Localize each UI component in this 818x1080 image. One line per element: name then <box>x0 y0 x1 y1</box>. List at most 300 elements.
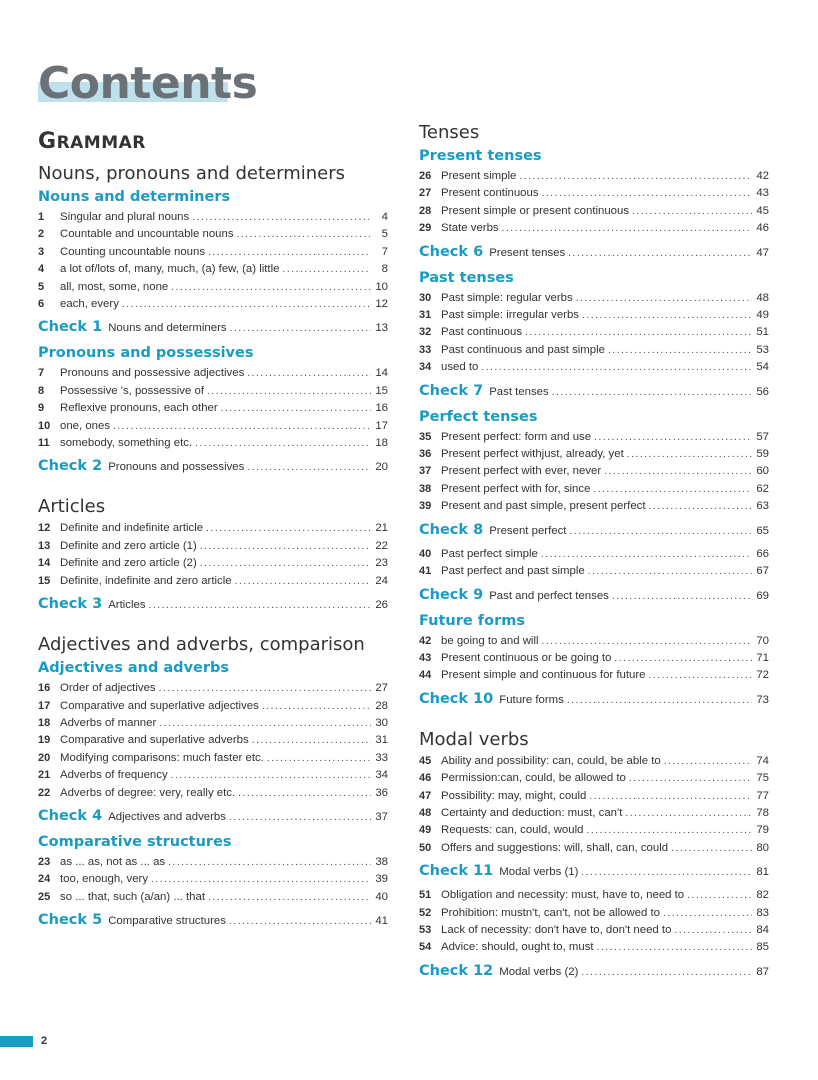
check-entry <box>419 242 769 264</box>
toc-entry[interactable] <box>38 715 388 732</box>
entry-page-number: 57 <box>756 430 769 443</box>
toc-entry[interactable] <box>419 805 769 822</box>
entry-page-number: 78 <box>756 806 769 819</box>
toc-entry[interactable] <box>419 939 769 956</box>
entry-title: Prohibition: mustn't, can't, not be allowed to <box>441 906 660 919</box>
entry-title: Definite, indefinite and zero article <box>60 574 232 587</box>
dot-leader <box>208 244 371 261</box>
toc-entry[interactable] <box>419 359 769 376</box>
entry-number: 43 <box>419 651 432 664</box>
dot-leader <box>542 185 752 202</box>
entry-title: Past continuous and past simple <box>441 343 605 356</box>
check-row[interactable] <box>419 242 769 264</box>
entry-title: Permission:can, could, be allowed to <box>441 772 626 785</box>
entry-number: 39 <box>419 500 432 513</box>
entry-title: Present and past simple, present perfect <box>441 500 646 513</box>
dot-leader <box>168 854 371 871</box>
dot-leader <box>586 822 752 839</box>
dot-leader <box>221 400 371 417</box>
contents-right-column <box>419 124 769 987</box>
dot-leader <box>542 633 752 650</box>
check-page-number: 56 <box>756 385 769 398</box>
dot-leader <box>159 715 371 732</box>
dot-leader <box>589 788 752 805</box>
entry-title: Present perfect with for, since <box>441 482 591 495</box>
entry-number: 25 <box>38 890 51 903</box>
toc-entry[interactable] <box>419 429 769 446</box>
dot-leader <box>612 587 752 607</box>
dot-leader <box>230 319 371 339</box>
grammar-heading-initial: G <box>38 129 57 154</box>
entry-page-number: 70 <box>756 634 769 647</box>
entry-number: 45 <box>419 754 432 767</box>
entry-title: used to <box>441 361 479 374</box>
dot-leader <box>581 863 752 883</box>
dot-leader <box>568 244 752 264</box>
entry-page-number: 18 <box>375 437 388 450</box>
subsection-title: Nouns and determiners <box>38 189 231 205</box>
entry-title: Present continuous or be going to <box>441 651 612 664</box>
entry-number: 47 <box>419 789 432 802</box>
toc-list <box>419 633 769 685</box>
toc-entry[interactable] <box>38 279 388 296</box>
dot-leader <box>608 342 752 359</box>
check-page-number: 13 <box>375 322 388 335</box>
entry-page-number: 43 <box>756 187 769 200</box>
toc-entry[interactable] <box>419 481 769 498</box>
entry-title: all, most, some, none <box>60 280 169 293</box>
dot-leader <box>171 279 371 296</box>
entry-page-number: 34 <box>375 769 388 782</box>
dot-leader <box>238 785 371 802</box>
check-label: Check 2 <box>38 458 103 475</box>
check-row[interactable] <box>38 456 388 478</box>
entry-page-number: 12 <box>375 298 388 311</box>
check-label: Check 5 <box>38 912 103 929</box>
entry-page-number: 74 <box>756 754 769 767</box>
footer-accent-bar <box>0 1036 33 1047</box>
entry-number: 20 <box>38 751 51 764</box>
check-row[interactable] <box>38 910 388 932</box>
toc-entry[interactable] <box>38 435 388 452</box>
toc-list <box>419 887 769 957</box>
entry-page-number: 63 <box>756 500 769 513</box>
check-page-number: 47 <box>756 246 769 259</box>
check-label: Check 10 <box>419 690 494 707</box>
entry-title: Obligation and necessity: must, have to, need to <box>441 889 685 902</box>
toc-entry[interactable] <box>38 520 388 537</box>
toc-entry[interactable] <box>419 168 769 185</box>
dot-leader <box>200 555 371 572</box>
toc-entry[interactable] <box>38 555 388 572</box>
toc-entry[interactable] <box>38 871 388 888</box>
entry-number: 13 <box>38 539 51 552</box>
toc-entry[interactable] <box>38 889 388 906</box>
dot-leader <box>632 203 752 220</box>
unit-title-articles: Articles <box>38 496 106 518</box>
toc-entry[interactable] <box>38 732 388 749</box>
entry-number: 31 <box>419 309 432 322</box>
entry-number: 48 <box>419 806 432 819</box>
dot-leader <box>629 770 752 787</box>
entry-title: Past simple: irregular verbs <box>441 309 580 322</box>
entry-page-number: 28 <box>375 699 388 712</box>
entry-title: Past continuous <box>441 326 523 339</box>
entry-page-number: 80 <box>756 841 769 854</box>
entry-page-number: 46 <box>756 222 769 235</box>
dot-leader <box>149 596 371 616</box>
entry-number: 46 <box>419 772 432 785</box>
check-label: Check 6 <box>419 243 484 260</box>
grammar-heading <box>38 128 388 157</box>
check-title: Pronouns and possessives <box>108 461 245 474</box>
toc-entry[interactable] <box>38 698 388 715</box>
check-entry <box>38 594 388 616</box>
check-entry <box>419 585 769 607</box>
entry-number: 44 <box>419 669 432 682</box>
entry-page-number: 27 <box>375 682 388 695</box>
entry-page-number: 21 <box>375 522 388 535</box>
toc-list <box>38 365 388 452</box>
check-page-number: 81 <box>756 866 769 879</box>
entry-number: 51 <box>419 889 432 902</box>
entry-page-number: 40 <box>375 890 388 903</box>
entry-number: 52 <box>419 906 432 919</box>
check-row[interactable] <box>419 689 769 711</box>
check-row[interactable] <box>419 961 769 983</box>
subsection-title: Future forms <box>419 612 525 629</box>
entry-title: Possessive 's, possessive of <box>60 384 204 397</box>
toc-entry[interactable] <box>38 785 388 802</box>
entry-title: Singular and plural nouns <box>60 211 190 223</box>
entry-number: 53 <box>419 923 432 936</box>
entry-page-number: 38 <box>375 855 388 868</box>
dot-leader <box>113 418 371 435</box>
check-row[interactable] <box>419 381 769 403</box>
toc-entry[interactable] <box>419 788 769 805</box>
entry-number: 28 <box>419 204 432 217</box>
dot-leader <box>588 563 752 580</box>
entry-title: Comparative and superlative adverbs <box>60 734 249 747</box>
toc-entry[interactable] <box>38 538 388 555</box>
toc-entry[interactable] <box>419 203 769 220</box>
page-title-block <box>38 60 257 108</box>
dot-leader <box>627 446 752 463</box>
entry-number: 15 <box>38 574 51 587</box>
dot-leader <box>192 209 371 226</box>
dot-leader <box>614 650 752 667</box>
subsection-title: Pronouns and possessives <box>38 345 254 362</box>
entry-page-number: 77 <box>756 789 769 802</box>
entry-title: Present perfect: form and use <box>441 430 592 443</box>
entry-number: 21 <box>38 769 51 782</box>
toc-entry[interactable] <box>419 822 769 839</box>
entry-number: 34 <box>419 361 432 374</box>
entry-title: Possibility: may, might, could <box>441 789 587 802</box>
entry-page-number: 42 <box>756 170 769 182</box>
toc-entry[interactable] <box>38 680 388 697</box>
check-label: Check 8 <box>419 521 484 538</box>
toc-entry[interactable] <box>38 418 388 435</box>
dot-leader <box>541 546 752 563</box>
entry-number: 30 <box>419 291 432 304</box>
check-label: Check 1 <box>38 319 103 336</box>
entry-number: 24 <box>38 873 51 886</box>
entry-title: Certainty and deduction: must, can't <box>441 806 623 819</box>
check-label: Check 3 <box>38 596 103 613</box>
dot-leader <box>581 963 752 983</box>
unit-title-nouns: Nouns, pronouns and determiners <box>38 163 345 184</box>
toc-entry[interactable] <box>419 650 769 667</box>
dot-leader <box>552 383 752 403</box>
check-row[interactable] <box>419 861 769 883</box>
dot-leader <box>649 498 752 515</box>
entry-number: 42 <box>419 634 432 647</box>
toc-entry[interactable] <box>38 400 388 417</box>
entry-page-number: 22 <box>375 539 388 552</box>
check-title: Past tenses <box>489 385 549 398</box>
check-label: Check 11 <box>419 863 494 880</box>
entry-page-number: 17 <box>375 419 388 432</box>
entry-page-number: 75 <box>756 772 769 785</box>
toc-entry[interactable] <box>419 563 769 580</box>
entry-page-number: 59 <box>756 448 769 461</box>
entry-title: be going to and will <box>441 634 539 647</box>
dot-leader <box>235 573 371 590</box>
check-row[interactable] <box>38 317 388 339</box>
entry-title: Adverbs of frequency <box>60 769 168 782</box>
dot-leader <box>171 767 371 784</box>
check-title: Nouns and determiners <box>108 322 227 335</box>
entry-number: 4 <box>38 263 45 276</box>
grammar-heading-rest: RAMMAR <box>56 133 146 153</box>
entry-title: as ... as, not as ... as <box>60 855 166 868</box>
toc-entry[interactable] <box>38 383 388 400</box>
toc-entry[interactable] <box>38 854 388 871</box>
toc-list <box>38 854 388 906</box>
check-entry <box>38 456 388 478</box>
toc-entry[interactable] <box>419 463 769 480</box>
check-title: Adjectives and adverbs <box>108 810 226 823</box>
entry-page-number: 14 <box>375 367 388 380</box>
entry-title: too, enough, very <box>60 873 149 886</box>
dot-leader <box>582 307 752 324</box>
dot-leader <box>663 905 752 922</box>
entry-page-number: 53 <box>756 343 769 356</box>
check-row[interactable] <box>38 594 388 616</box>
subsection-title: Adjectives and adverbs <box>38 660 230 677</box>
toc-entry[interactable] <box>419 446 769 463</box>
entry-title: Modifying comparisons: much faster etc. <box>60 751 264 764</box>
entry-page-number: 66 <box>756 547 769 560</box>
toc-list <box>38 520 388 590</box>
toc-entry[interactable] <box>38 365 388 382</box>
entry-page-number: 72 <box>756 669 769 682</box>
entry-page-number: 4 <box>381 211 388 223</box>
entry-title: Past simple: regular verbs <box>441 291 573 304</box>
check-entry <box>419 381 769 403</box>
check-row[interactable] <box>419 520 769 542</box>
check-label: Check 4 <box>38 807 103 824</box>
toc-entry[interactable] <box>419 290 769 307</box>
entry-title: Comparative and superlative adjectives <box>60 699 259 712</box>
entry-page-number: 62 <box>756 482 769 495</box>
entry-number: 27 <box>419 187 432 200</box>
dot-leader <box>229 912 371 932</box>
check-page-number: 65 <box>756 524 769 537</box>
entry-title: State verbs <box>441 222 499 235</box>
check-title: Present perfect <box>489 524 567 537</box>
check-entry <box>419 520 769 542</box>
toc-entry[interactable] <box>419 887 769 904</box>
entry-page-number: 33 <box>375 751 388 764</box>
check-title: Modal verbs (2) <box>499 965 579 978</box>
contents-left-column <box>38 124 388 936</box>
entry-page-number: 79 <box>756 824 769 837</box>
entry-title: Definite and zero article (1) <box>60 539 197 552</box>
unit-title-adjectives: Adjectives and adverbs, comparison <box>38 634 365 656</box>
entry-number: 54 <box>419 941 432 954</box>
entry-page-number: 54 <box>756 361 769 374</box>
check-title: Future forms <box>499 693 564 706</box>
entry-number: 7 <box>38 367 45 380</box>
toc-entry[interactable] <box>38 226 388 243</box>
check-page-number: 26 <box>375 599 388 612</box>
check-title: Articles <box>108 599 146 612</box>
toc-entry[interactable] <box>419 324 769 341</box>
entry-page-number: 51 <box>756 326 769 339</box>
entry-title: Order of adjectives <box>60 682 156 695</box>
entry-page-number: 48 <box>756 291 769 304</box>
dot-leader <box>625 805 752 822</box>
entry-number: 18 <box>38 716 51 729</box>
entry-title: Counting uncountable nouns <box>60 245 206 258</box>
entry-page-number: 82 <box>756 889 769 902</box>
check-row[interactable] <box>38 806 388 828</box>
subsection-title: Comparative structures <box>38 833 232 850</box>
toc-entry[interactable] <box>419 770 769 787</box>
check-label: Check 9 <box>419 586 484 603</box>
dot-leader <box>597 939 752 956</box>
toc-entry[interactable] <box>419 185 769 202</box>
dot-leader <box>200 538 371 555</box>
entry-title: somebody, something etc. <box>60 437 193 450</box>
entry-page-number: 24 <box>375 574 388 587</box>
entry-number: 2 <box>38 228 45 241</box>
toc-entry[interactable] <box>419 922 769 939</box>
toc-entry[interactable] <box>38 767 388 784</box>
page-title: Contents <box>38 58 258 109</box>
entry-number: 17 <box>38 699 51 712</box>
dot-leader <box>262 698 371 715</box>
dot-leader <box>664 753 752 770</box>
entry-page-number: 45 <box>756 204 769 217</box>
check-row[interactable] <box>419 585 769 607</box>
entry-number: 1 <box>38 211 45 223</box>
check-page-number: 20 <box>375 461 388 474</box>
toc-entry[interactable] <box>419 667 769 684</box>
toc-entry[interactable] <box>419 633 769 650</box>
dot-leader <box>593 481 752 498</box>
entry-number: 26 <box>419 170 432 182</box>
entry-number: 23 <box>38 855 51 868</box>
entry-title: Definite and indefinite article <box>60 522 204 535</box>
check-entry <box>38 910 388 932</box>
toc-list <box>419 290 769 377</box>
unit-title-tenses: Tenses <box>419 122 480 143</box>
check-entry <box>419 689 769 711</box>
entry-page-number: 5 <box>381 228 388 241</box>
toc-entry[interactable] <box>419 342 769 359</box>
toc-entry[interactable] <box>38 209 388 226</box>
toc-entry[interactable] <box>419 307 769 324</box>
entry-number: 16 <box>38 682 51 695</box>
toc-entry[interactable] <box>419 498 769 515</box>
toc-list <box>419 429 769 516</box>
toc-entry[interactable] <box>38 261 388 278</box>
toc-entry[interactable] <box>419 905 769 922</box>
entry-page-number: 39 <box>375 873 388 886</box>
entry-page-number: 71 <box>756 651 769 664</box>
entry-title: Definite and zero article (2) <box>60 557 197 570</box>
check-label: Check 7 <box>419 382 484 399</box>
entry-title: one, ones <box>60 419 111 432</box>
check-page-number: 87 <box>756 965 769 978</box>
dot-leader <box>674 922 752 939</box>
toc-entry[interactable] <box>38 296 388 313</box>
entry-title: Ability and possibility: can, could, be able to <box>441 754 661 767</box>
toc-entry[interactable] <box>419 546 769 563</box>
toc-entry[interactable] <box>419 753 769 770</box>
toc-list <box>419 546 769 581</box>
dot-leader <box>247 458 371 478</box>
entry-title: Present perfect withjust, already, yet <box>441 448 624 461</box>
dot-leader <box>569 522 752 542</box>
entry-title: so ... that, such (a/an) ... that <box>60 890 205 903</box>
entry-number: 50 <box>419 841 432 854</box>
toc-entry[interactable] <box>419 220 769 237</box>
dot-leader <box>237 226 371 243</box>
entry-page-number: 49 <box>756 309 769 322</box>
entry-number: 32 <box>419 326 432 339</box>
entry-title: Present simple and continuous for future <box>441 669 646 682</box>
dot-leader <box>151 871 371 888</box>
check-entry <box>419 961 769 983</box>
entry-page-number: 31 <box>375 734 388 747</box>
entry-title: Present simple <box>441 170 517 182</box>
entry-number: 14 <box>38 557 51 570</box>
dot-leader <box>519 168 752 185</box>
toc-entry[interactable] <box>38 750 388 767</box>
entry-number: 29 <box>419 222 432 235</box>
entry-title: Advice: should, ought to, must <box>441 941 594 954</box>
check-page-number: 69 <box>756 589 769 602</box>
toc-entry[interactable] <box>419 840 769 857</box>
entry-page-number: 83 <box>756 906 769 919</box>
entry-page-number: 16 <box>375 402 388 415</box>
dot-leader <box>649 667 752 684</box>
entry-number: 9 <box>38 402 45 415</box>
entry-page-number: 84 <box>756 923 769 936</box>
check-title: Present tenses <box>489 246 566 259</box>
toc-entry[interactable] <box>38 573 388 590</box>
entry-number: 41 <box>419 565 432 578</box>
check-entry <box>38 317 388 339</box>
entry-number: 38 <box>419 482 432 495</box>
entry-title: Present perfect with ever, never <box>441 465 602 478</box>
entry-title: Past perfect and past simple <box>441 565 585 578</box>
toc-entry[interactable] <box>38 244 388 261</box>
